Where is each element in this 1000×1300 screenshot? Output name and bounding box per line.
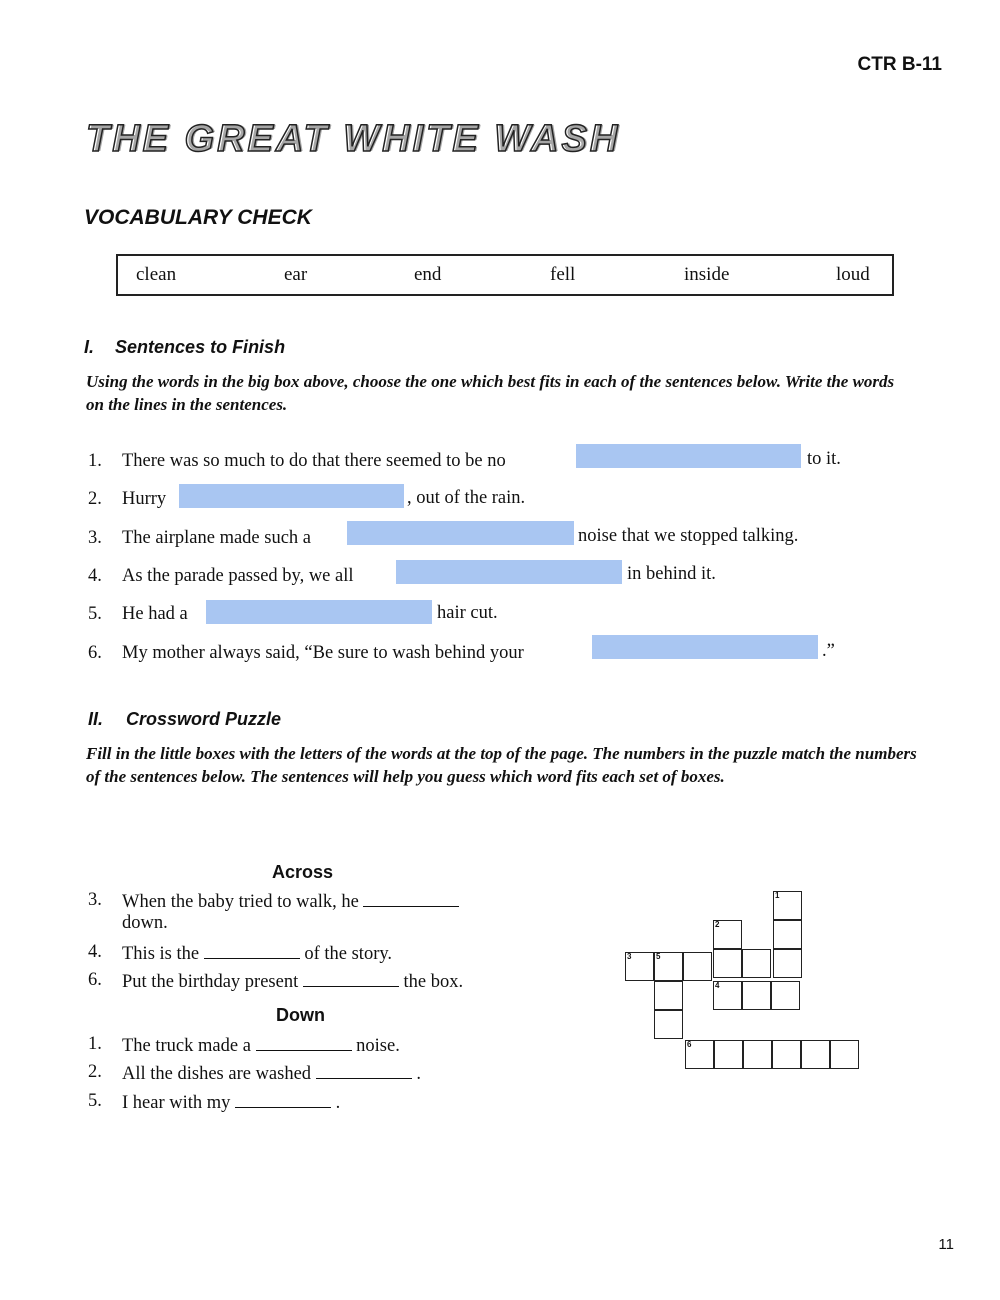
cell-number: 4 [715, 981, 720, 990]
sentence-text: As the parade passed by, we all [122, 566, 354, 586]
crossword-cell[interactable] [625, 952, 654, 981]
clue-blank [316, 1062, 412, 1079]
crossword-cell[interactable] [742, 949, 771, 978]
word-bank-item: inside [684, 264, 730, 285]
document-code: CTR B-11 [857, 54, 942, 75]
vocabulary-heading: VOCABULARY CHECK [84, 206, 312, 229]
clue-number: 2. [88, 1062, 102, 1082]
sentence-number: 6. [88, 643, 102, 663]
crossword-cell[interactable] [743, 1040, 772, 1069]
crossword-cell[interactable] [773, 949, 802, 978]
clue-blank [363, 890, 459, 907]
clue-number: 1. [88, 1034, 102, 1054]
answer-field-2[interactable] [179, 484, 404, 508]
sentence-number: 4. [88, 566, 102, 586]
sentence-text: He had a [122, 604, 188, 624]
crossword-cell[interactable] [654, 952, 683, 981]
section-2-heading [88, 709, 281, 730]
crossword-cell[interactable] [713, 981, 742, 1010]
clue-blank [303, 970, 399, 987]
clue-down-1: The truck made a noise. [122, 1036, 400, 1056]
cell-number: 6 [687, 1040, 692, 1049]
crossword-cell[interactable] [772, 1040, 801, 1069]
section-2-instructions: Fill in the little boxes with the letters of the words at the top of the page. The numbers in the puzzle match the numbers of the sentences below. The sentences will help you guess which word fits each set of boxes. [86, 744, 917, 786]
cell-number: 2 [715, 920, 720, 929]
clue-across-3: 3. [88, 890, 102, 910]
across-heading: Across [272, 862, 334, 882]
clue-blank [256, 1034, 352, 1051]
clue-blank [204, 942, 300, 959]
answer-field-5[interactable] [206, 600, 432, 624]
clue-across-3-continued: down. [122, 913, 168, 933]
crossword-cell[interactable] [773, 891, 802, 920]
clue-blank [235, 1091, 331, 1108]
section-2-title: Crossword Puzzle [126, 709, 282, 729]
clue-across-6: Put the birthday present the box. [122, 972, 464, 992]
sentence-text-after: in behind it. [627, 564, 716, 584]
crossword-cell[interactable] [714, 1040, 743, 1069]
cell-number: 5 [656, 952, 661, 961]
crossword-cell[interactable] [654, 981, 683, 1010]
answer-field-1[interactable] [576, 444, 801, 468]
answer-field-3[interactable] [347, 521, 574, 545]
word-bank-item: loud [836, 264, 870, 285]
sentence-text-after: , out of the rain. [407, 488, 526, 508]
sentence-text-after: .” [822, 641, 835, 661]
section-1-instructions: Using the words in the big box above, choose the one which best fits in each of the sentences below. Write the words on the lines in the sentences. [86, 372, 895, 414]
section-1-title: Sentences to Finish [115, 337, 286, 357]
crossword-cell[interactable] [801, 1040, 830, 1069]
crossword-cell[interactable] [771, 981, 800, 1010]
word-bank-item: end [414, 264, 442, 285]
word-bank-item: ear [284, 264, 308, 285]
crossword-cell[interactable] [685, 1040, 714, 1069]
section-1-heading [84, 337, 285, 358]
crossword-cell[interactable] [830, 1040, 859, 1069]
clue-down-2: All the dishes are washed . [122, 1064, 421, 1084]
cell-number: 1 [775, 891, 780, 900]
sentence-text-after: hair cut. [437, 603, 498, 623]
clue-across-3-text: When the baby tried to walk, he [122, 890, 459, 913]
sentence-text: Hurry [122, 489, 167, 509]
sentence-text-after: to it. [807, 449, 841, 469]
sentence-number: 5. [88, 604, 102, 624]
clue-number: 5. [88, 1091, 102, 1111]
answer-field-4[interactable] [396, 560, 622, 584]
sentence-text-after: noise that we stopped talking. [578, 526, 799, 546]
crossword-cell[interactable] [654, 1010, 683, 1039]
page-number: 11 [938, 1236, 954, 1253]
sentence-text: There was so much to do that there seemed to be no [122, 451, 506, 471]
word-bank-item: fell [550, 264, 576, 285]
crossword-cell[interactable] [713, 920, 742, 949]
crossword-cell[interactable] [773, 920, 802, 949]
sentence-text: My mother always said, “Be sure to wash behind your [122, 643, 524, 663]
clue-number: 6. [88, 970, 102, 990]
crossword-cell[interactable] [713, 949, 742, 978]
section-2-number: II. [88, 709, 104, 729]
crossword-cell[interactable] [742, 981, 771, 1010]
answer-field-6[interactable] [592, 635, 818, 659]
sentence-number: 2. [88, 489, 102, 509]
section-1-number: I. [84, 337, 95, 357]
page-title: THE GREAT WHITE WASH [86, 118, 621, 160]
sentence-number: 1. [88, 451, 102, 471]
crossword-cell[interactable] [683, 952, 712, 981]
down-heading: Down [276, 1005, 325, 1025]
cell-number: 3 [627, 952, 632, 961]
word-bank-item: clean [136, 264, 177, 285]
sentence-text: The airplane made such a [122, 528, 312, 548]
clue-across-4: This is the of the story. [122, 944, 393, 964]
clue-down-5: I hear with my . [122, 1093, 341, 1113]
word-bank-box [116, 254, 894, 296]
sentence-number: 3. [88, 528, 102, 548]
clue-number: 4. [88, 942, 102, 962]
